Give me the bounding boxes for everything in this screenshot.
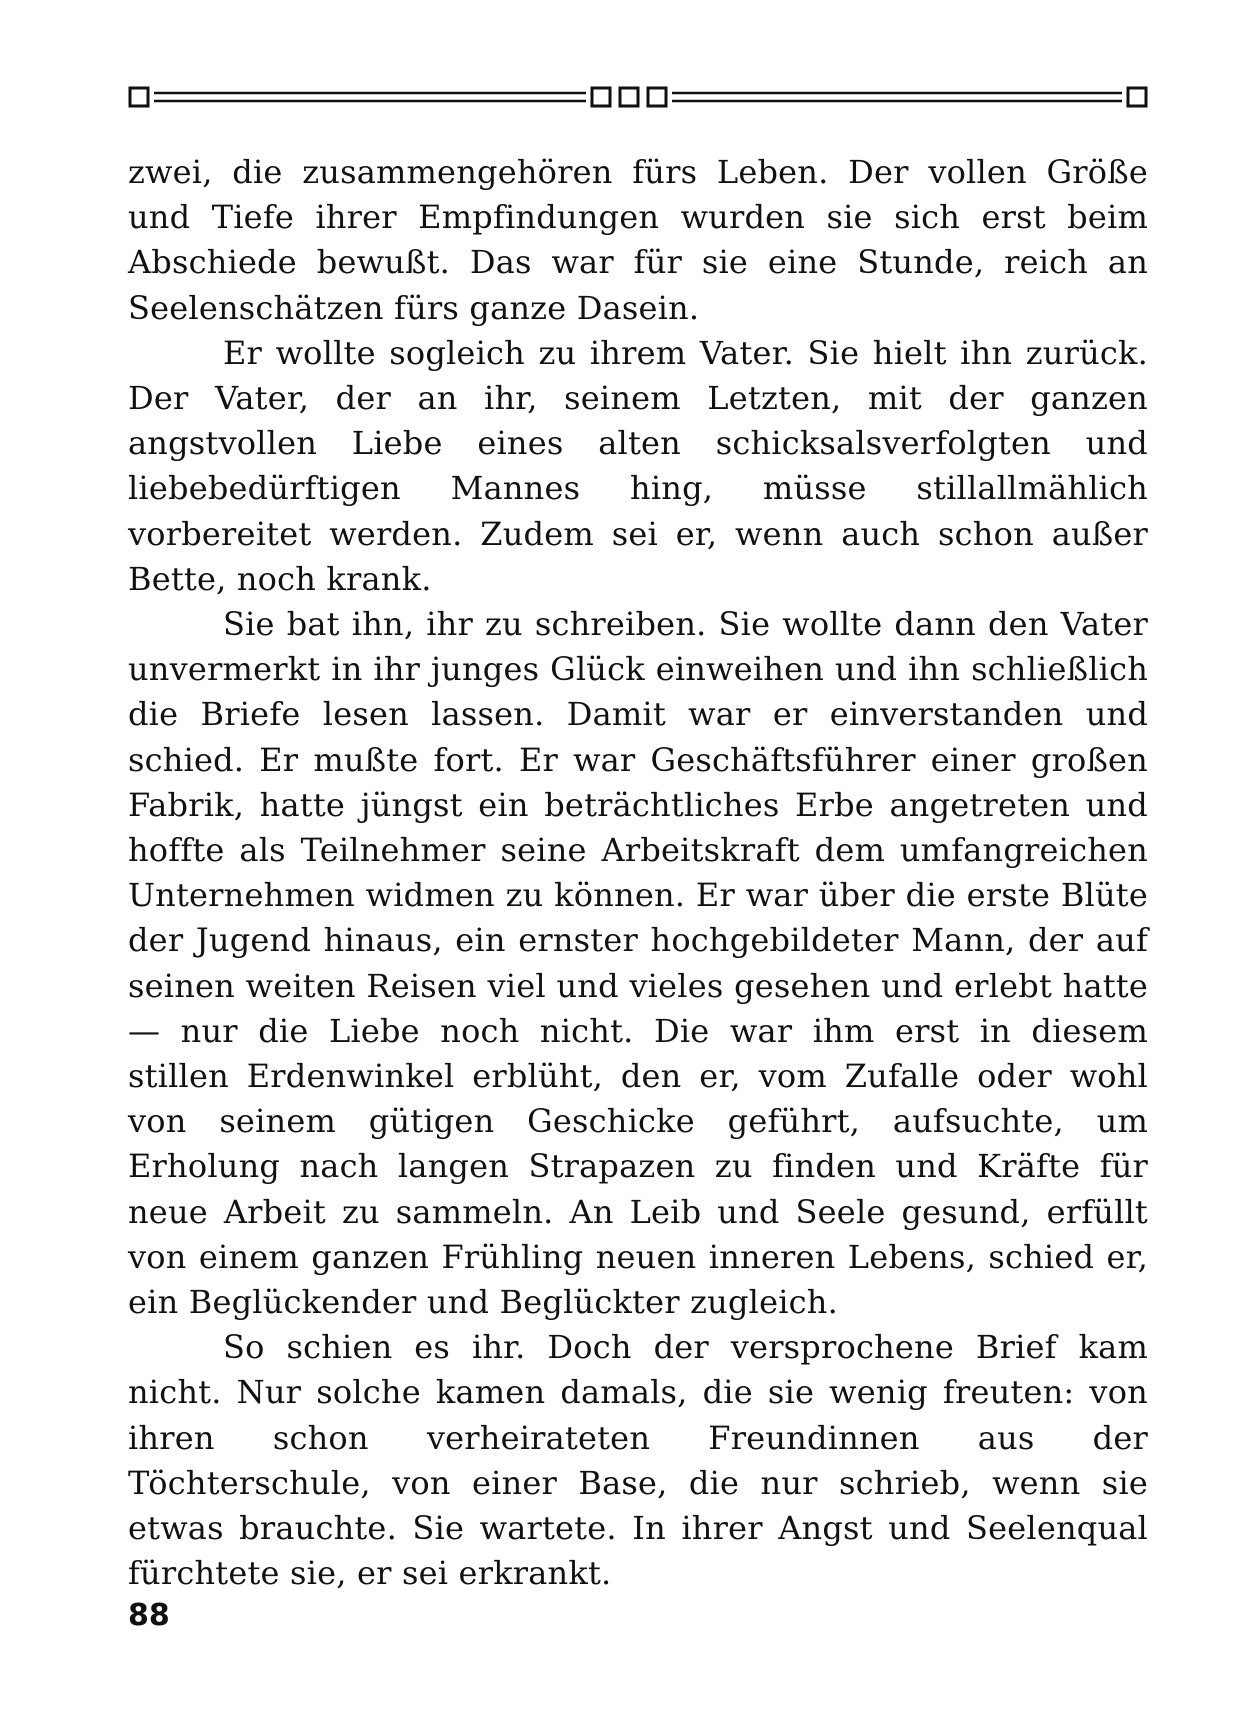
ornament-square-left — [130, 88, 148, 106]
ornament-square-center-2 — [620, 88, 638, 106]
page-number: 88 — [128, 1598, 170, 1633]
header-ornament — [128, 82, 1148, 112]
paragraph-3: Sie bat ihn, ihr zu schreiben. Sie wollte dann den Vater unvermerkt in ihr junges Glück einweihen und ihn schließlich die Briefe lesen lassen. Damit war er einverstanden und schied. Er mußte fort. Er war Geschäftsführer einer großen Fabrik, hatte jüngst ein beträchtliches Erbe angetreten und hoffte als Teilnehmer seine Arbeitskraft dem umfangreichen Unternehmen widmen zu können. Er war über die erste Blüte der Jugend hinaus, ein ernster hochgebildeter Mann, der auf seinen weiten Reisen viel und vieles gesehen und erlebt hatte — nur die Liebe noch nicht. Die war ihm erst in diesem stillen Erdenwinkel erblüht, den er, vom Zufalle oder wohl von seinem gütigen Geschicke geführt, aufsuchte, um Erholung nach langen Strapazen zu finden und Kräfte für neue Arbeit zu sammeln. An Leib und Seele gesund, erfüllt von einem ganzen Frühling neuen inneren Lebens, schied er, ein Beglückender und Beglückter zugleich. — [128, 605, 1148, 1322]
paragraph-2: Er wollte sogleich zu ihrem Vater. Sie hielt ihn zurück. Der Vater, der an ihr, seinem Letzten, mit der ganzen angstvollen Liebe eines alten schicksalsverfolgten und liebebedürftigen Mannes hing, müsse stillallmählich vorbereitet werden. Zudem sei er, wenn auch schon außer Bette, noch krank. — [128, 333, 1148, 598]
ornament-square-right — [1128, 88, 1146, 106]
body-text — [128, 150, 1148, 1597]
paragraph-4: So schien es ihr. Doch der versprochene Brief kam nicht. Nur solche kamen damals, die sie wenig freuten: von ihren schon verheirateten Freundinnen aus der Töchterschule, von einer Base, die nur schrieb, wenn sie etwas brauchte. Sie wartete. In ihrer Angst und Seelenqual fürchtete sie, er sei erkrankt. — [128, 1328, 1148, 1593]
paragraph-1: zwei, die zusammengehören fürs Leben. Der vollen Größe und Tiefe ihrer Empfindungen wurden sie sich erst beim Abschiede bewußt. Das war für sie eine Stunde, reich an Seelenschätzen fürs ganze Dasein. — [128, 153, 1148, 327]
ornament-square-center-3 — [648, 88, 666, 106]
ornament-square-center-1 — [592, 88, 610, 106]
